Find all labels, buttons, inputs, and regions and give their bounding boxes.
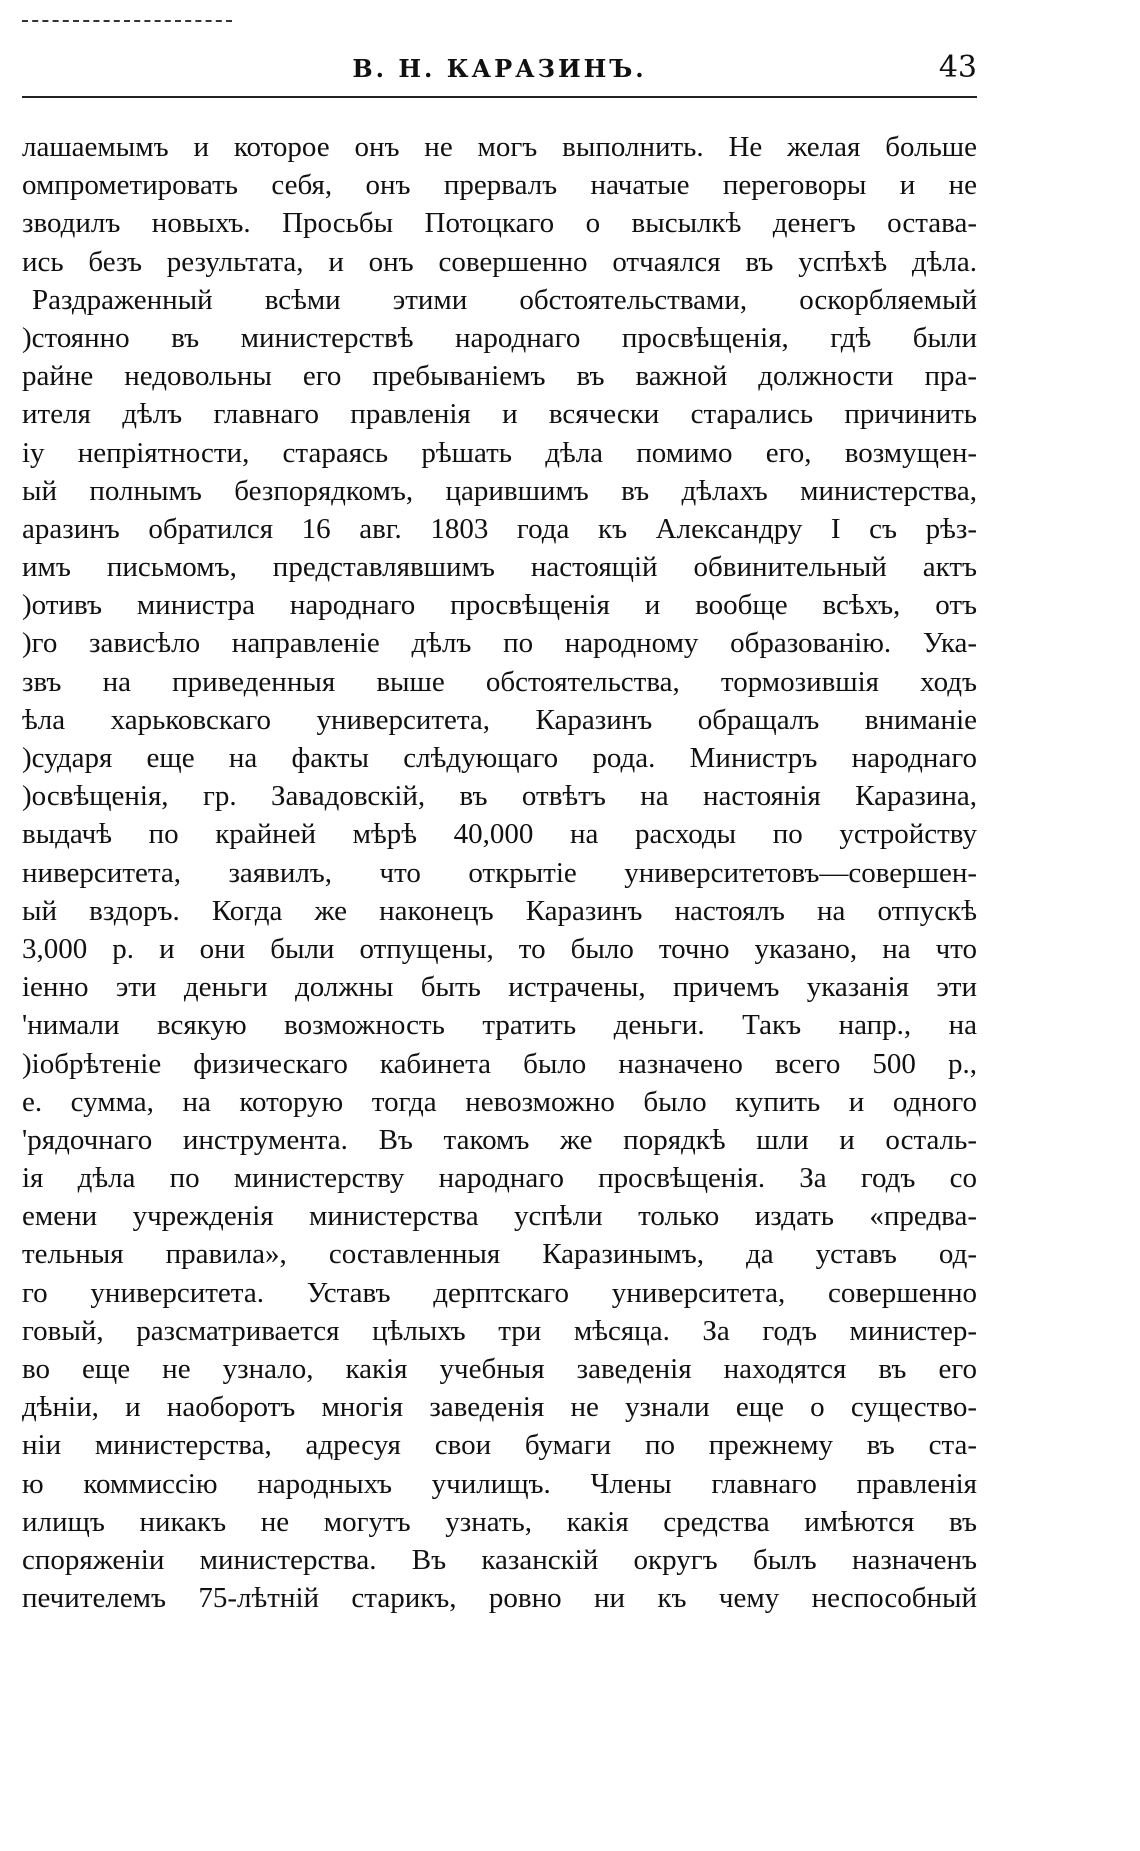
header-rule xyxy=(22,96,977,98)
text-line: го университета. Уставъ дерптскаго университета, совершенно xyxy=(22,1276,977,1309)
text-line: 'рядочнаго инструмента. Въ такомъ же порядкѣ шли и осталь- xyxy=(22,1123,977,1156)
text-line: )стоянно въ министерствѣ народнаго просвѣщенія, гдѣ были xyxy=(22,321,977,354)
text-line: )отивъ министра народнаго просвѣщенія и вообще всѣхъ, отъ xyxy=(22,589,977,622)
running-title: В. Н. КАРАЗИНЪ. xyxy=(352,54,647,83)
text-line: іенно эти деньги должны быть истрачены, причемъ указанія эти xyxy=(22,971,977,1004)
text-line: е. сумма, на которую тогда невозможно было купить и одного xyxy=(22,1085,977,1118)
text-line: говый, разсматривается цѣлыхъ три мѣсяца. За годъ министер- xyxy=(22,1314,977,1347)
text-line: во еще не узнало, какія учебныя заведенія находятся въ его xyxy=(22,1353,977,1385)
text-line: зводилъ новыхъ. Просьбы Потоцкаго о высылкѣ денегъ остава- xyxy=(22,207,977,240)
text-line: звъ на приведенныя выше обстоятельства, тормозившія ходъ xyxy=(22,665,977,698)
text-line: имъ письмомъ, представлявшимъ настоящій обвинительный актъ xyxy=(22,551,977,584)
text-line: Раздраженный всѣми этими обстоятельствами, оскорбляемый xyxy=(32,283,977,316)
text-line: ія дѣла по министерству народнаго просвѣщенія. За годъ со xyxy=(22,1162,977,1195)
text-line: )сударя еще на факты слѣдующаго рода. Министръ народнаго xyxy=(22,742,977,774)
text-line: 3,000 р. и они были отпущены, то было точно указано, на что xyxy=(22,932,977,965)
text-line: ителя дѣлъ главнаго правленія и всячески старались причинить xyxy=(22,398,977,431)
text-line: ніи министерства, адресуя свои бумаги по прежнему въ ста- xyxy=(22,1429,977,1462)
text-line: емени учрежденія министерства успѣли только издать «предва- xyxy=(22,1200,977,1233)
text-line: дѣніи, и наоборотъ многія заведенія не узнали еще о существо- xyxy=(22,1391,977,1424)
page-number: 43 xyxy=(938,50,977,85)
text-line: аразинъ обратился 16 авг. 1803 года къ Александру I съ рѣз- xyxy=(22,512,977,545)
text-line: )іобрѣтеніе физическаго кабинета было назначено всего 500 р., xyxy=(22,1047,977,1080)
text-line: илищъ никакъ не могутъ узнать, какія средства имѣются въ xyxy=(22,1505,977,1538)
text-line: )го зависѣло направленіе дѣлъ по народному образованію. Ука- xyxy=(22,627,977,660)
text-line: ѣла харьковскаго университета, Каразинъ обращалъ вниманіе xyxy=(22,703,977,736)
text-line: ниверситета, заявилъ, что открытіе университетовъ—совершен- xyxy=(22,856,977,889)
text-line: омпрометировать себя, онъ прервалъ начатые переговоры и не xyxy=(22,169,977,202)
text-line: райне недовольны его пребываніемъ въ важной должности пра- xyxy=(22,360,977,393)
text-line: печителемъ 75-лѣтній старикъ, ровно ни къ чему неспособный xyxy=(22,1582,977,1615)
text-line: іу непріятности, стараясь рѣшать дѣла помимо его, возмущен- xyxy=(22,436,977,469)
text-line: споряженіи министерства. Въ казанскій округъ былъ назначенъ xyxy=(22,1543,977,1576)
top-dashed-rule xyxy=(22,20,232,22)
text-line: лашаемымъ и которое онъ не могъ выполнить. Не желая больше xyxy=(22,131,977,163)
text-line: выдачѣ по крайней мѣрѣ 40,000 на расходы по устройству xyxy=(22,818,977,851)
text-line: )освѣщенія, гр. Завадовскій, въ отвѣтъ на настоянія Каразина, xyxy=(22,780,977,813)
running-header xyxy=(22,48,977,92)
text-line: ый вздоръ. Когда же наконецъ Каразинъ настоялъ на отпускѣ xyxy=(22,894,977,927)
text-line: ись безъ результата, и онъ совершенно отчаялся въ успѣхѣ дѣла. xyxy=(22,245,977,278)
text-line: 'нимали всякую возможность тратить деньги. Такъ напр., на xyxy=(22,1009,977,1042)
text-line: ый полнымъ безпорядкомъ, царившимъ въ дѣлахъ министерства, xyxy=(22,474,977,507)
body-text xyxy=(22,128,977,1617)
text-line: ю коммиссію народныхъ училищъ. Члены главнаго правленія xyxy=(22,1467,977,1500)
text-line: тельныя правила», составленныя Каразинымъ, да уставъ од- xyxy=(22,1238,977,1271)
